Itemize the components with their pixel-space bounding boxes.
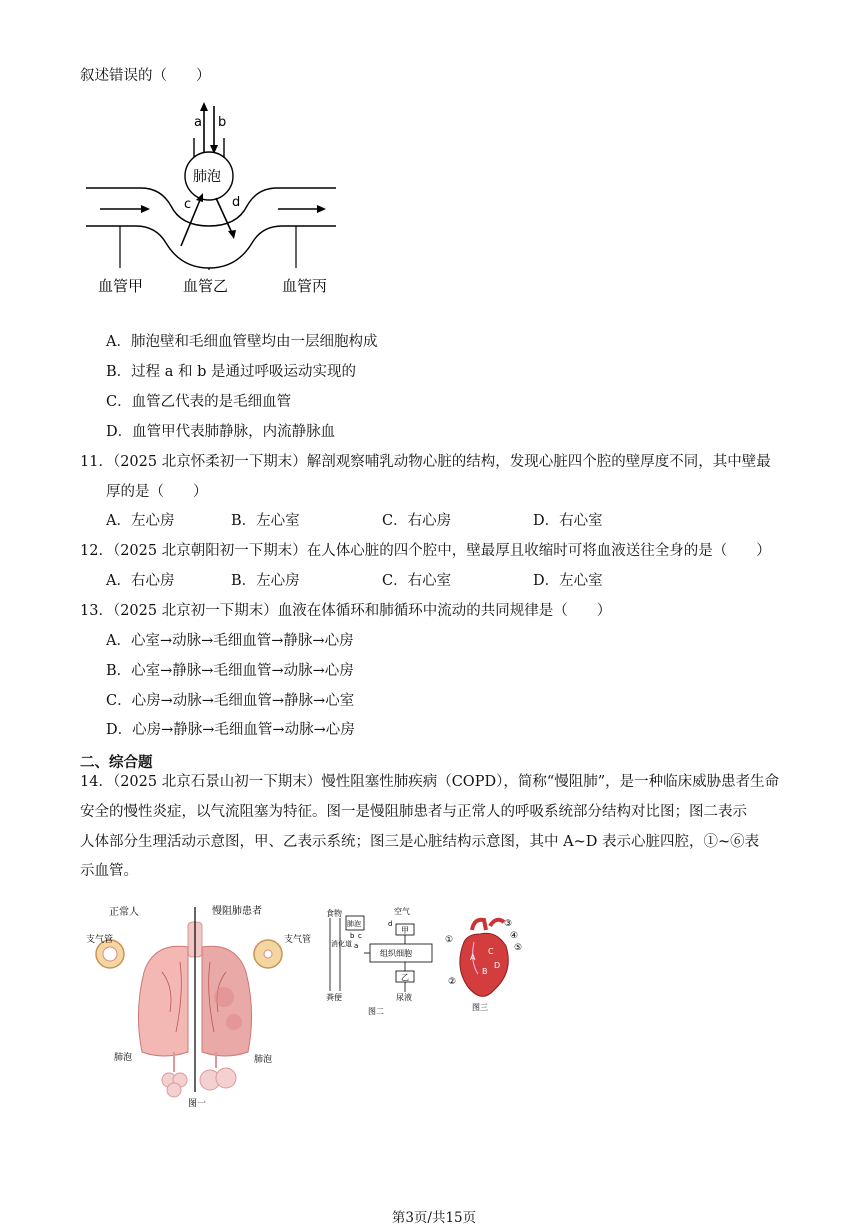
q10-option-d: D．血管甲代表肺静脉，内流静脉血 xyxy=(106,424,336,440)
vessel-bing-label: 血管丙 xyxy=(282,277,328,295)
q13-option-d: D．心房→静脉→毛细血管→动脉→心房 xyxy=(106,722,355,738)
q12-option-a: A．右心房 xyxy=(106,573,175,589)
q13-option-c: C．心房→动脉→毛细血管→静脉→心室 xyxy=(106,693,355,709)
n3-label: ③ xyxy=(504,919,513,929)
figure-two-physiology xyxy=(324,906,439,1016)
normal-label: 正常人 xyxy=(109,907,139,918)
q10-option-b: B．过程 a 和 b 是通过呼吸运动实现的 xyxy=(106,364,357,380)
page-footer: 第3页/共15页 xyxy=(391,1210,477,1226)
alveolus-diagram xyxy=(86,98,346,303)
n2-label: ② xyxy=(448,977,457,987)
bronchus-label-right: 支气管 xyxy=(284,935,312,945)
q13-option-a: A．心室→动脉→毛细血管→静脉→心房 xyxy=(106,633,354,649)
chamber-d-label: D xyxy=(494,961,501,970)
feces-label: 粪便 xyxy=(326,993,342,1002)
n5-label: ⑤ xyxy=(514,943,523,953)
q11-stem-line2: 厚的是（ ） xyxy=(106,484,208,500)
section-heading: 二、综合题 xyxy=(80,755,153,771)
q10-option-a: A．肺泡壁和毛细血管壁均由一层细胞构成 xyxy=(106,334,378,350)
urine-label: 尿液 xyxy=(396,993,412,1002)
q11-option-d: D．右心室 xyxy=(533,513,603,529)
q14-stem-line3: 人体部分生理活动示意图，甲、乙表示系统；图三是心脏结构示意图，其中 A~D 表示心脏四腔，①~⑥表 xyxy=(80,834,760,850)
figure-one-lungs xyxy=(84,902,314,1108)
label-d: d xyxy=(232,195,241,210)
label-b: b xyxy=(218,115,227,130)
cells-label: 组织细胞 xyxy=(380,949,412,958)
question-stem-tail: 叙述错误的（ ） xyxy=(80,68,211,84)
q12-option-c: C．右心室 xyxy=(382,573,452,589)
q12-stem: 12．（2025 北京朝阳初一下期末）在人体心脏的四个腔中，壁最厚且收缩时可将血液送往全身的是（ ） xyxy=(80,543,771,559)
alveolus-label-right: 肺泡 xyxy=(254,1055,273,1065)
label-c: c xyxy=(184,197,192,212)
figure-one-caption: 图一 xyxy=(188,1099,207,1108)
yi-label: 乙 xyxy=(401,973,409,982)
chamber-a-label: A xyxy=(470,953,476,962)
q11-stem-line1: 11．（2025 北京怀柔初一下期末）解剖观察哺乳动物心脏的结构，发现心脏四个腔的壁厚度不同，其中壁最 xyxy=(80,454,771,470)
label-b2: b xyxy=(350,932,355,940)
digest-label: 消化道 xyxy=(331,940,352,948)
label-c2: c xyxy=(358,932,362,940)
figure-three-caption: 图三 xyxy=(472,1003,488,1012)
q12-option-d: D．左心室 xyxy=(533,573,603,589)
q12-option-b: B．左心房 xyxy=(231,573,300,589)
q10-option-c: C．血管乙代表的是毛细血管 xyxy=(106,394,292,410)
jia-label: 甲 xyxy=(401,926,409,935)
alveolus-label-left: 肺泡 xyxy=(114,1053,133,1063)
q14-stem-line4: 示血管。 xyxy=(80,863,138,879)
chamber-c-label: C xyxy=(488,947,494,956)
figure-three-heart xyxy=(444,912,524,1012)
n1-label: ① xyxy=(445,935,454,945)
q11-option-a: A．左心房 xyxy=(106,513,175,529)
label-a: a xyxy=(194,115,202,130)
n4-label: ④ xyxy=(510,931,519,941)
alveolus-label: 肺泡 xyxy=(193,169,221,185)
label-a2: a xyxy=(354,942,359,950)
q14-stem-line1: 14．（2025 北京石景山初一下期末）慢性阻塞性肺疾病（COPD），简称“慢阻肺”，是一种临床威胁患者生命 xyxy=(80,774,780,790)
q14-stem-line2: 安全的慢性炎症，以气流阻塞为特征。图一是慢阻肺患者与正常人的呼吸系统部分结构对比图；图二表示 xyxy=(80,804,747,820)
food-label: 食物 xyxy=(326,909,342,918)
patient-label: 慢阻肺患者 xyxy=(212,906,262,917)
chamber-b-label: B xyxy=(482,967,488,976)
bronchus-label-left: 支气管 xyxy=(86,935,114,945)
q13-stem: 13．（2025 北京初一下期末）血液在体循环和肺循环中流动的共同规律是（ ） xyxy=(80,603,612,619)
q11-option-c: C．右心房 xyxy=(382,513,452,529)
air-label: 空气 xyxy=(394,907,410,916)
figure-two-caption: 图二 xyxy=(368,1007,384,1016)
q13-option-b: B．心室→静脉→毛细血管→动脉→心房 xyxy=(106,663,354,679)
lung-label: 肺泡 xyxy=(347,920,361,928)
vessel-yi-label: 血管乙 xyxy=(183,277,229,295)
vessel-jia-label: 血管甲 xyxy=(98,277,144,295)
q11-option-b: B．左心室 xyxy=(231,513,300,529)
label-d2: d xyxy=(388,920,393,928)
